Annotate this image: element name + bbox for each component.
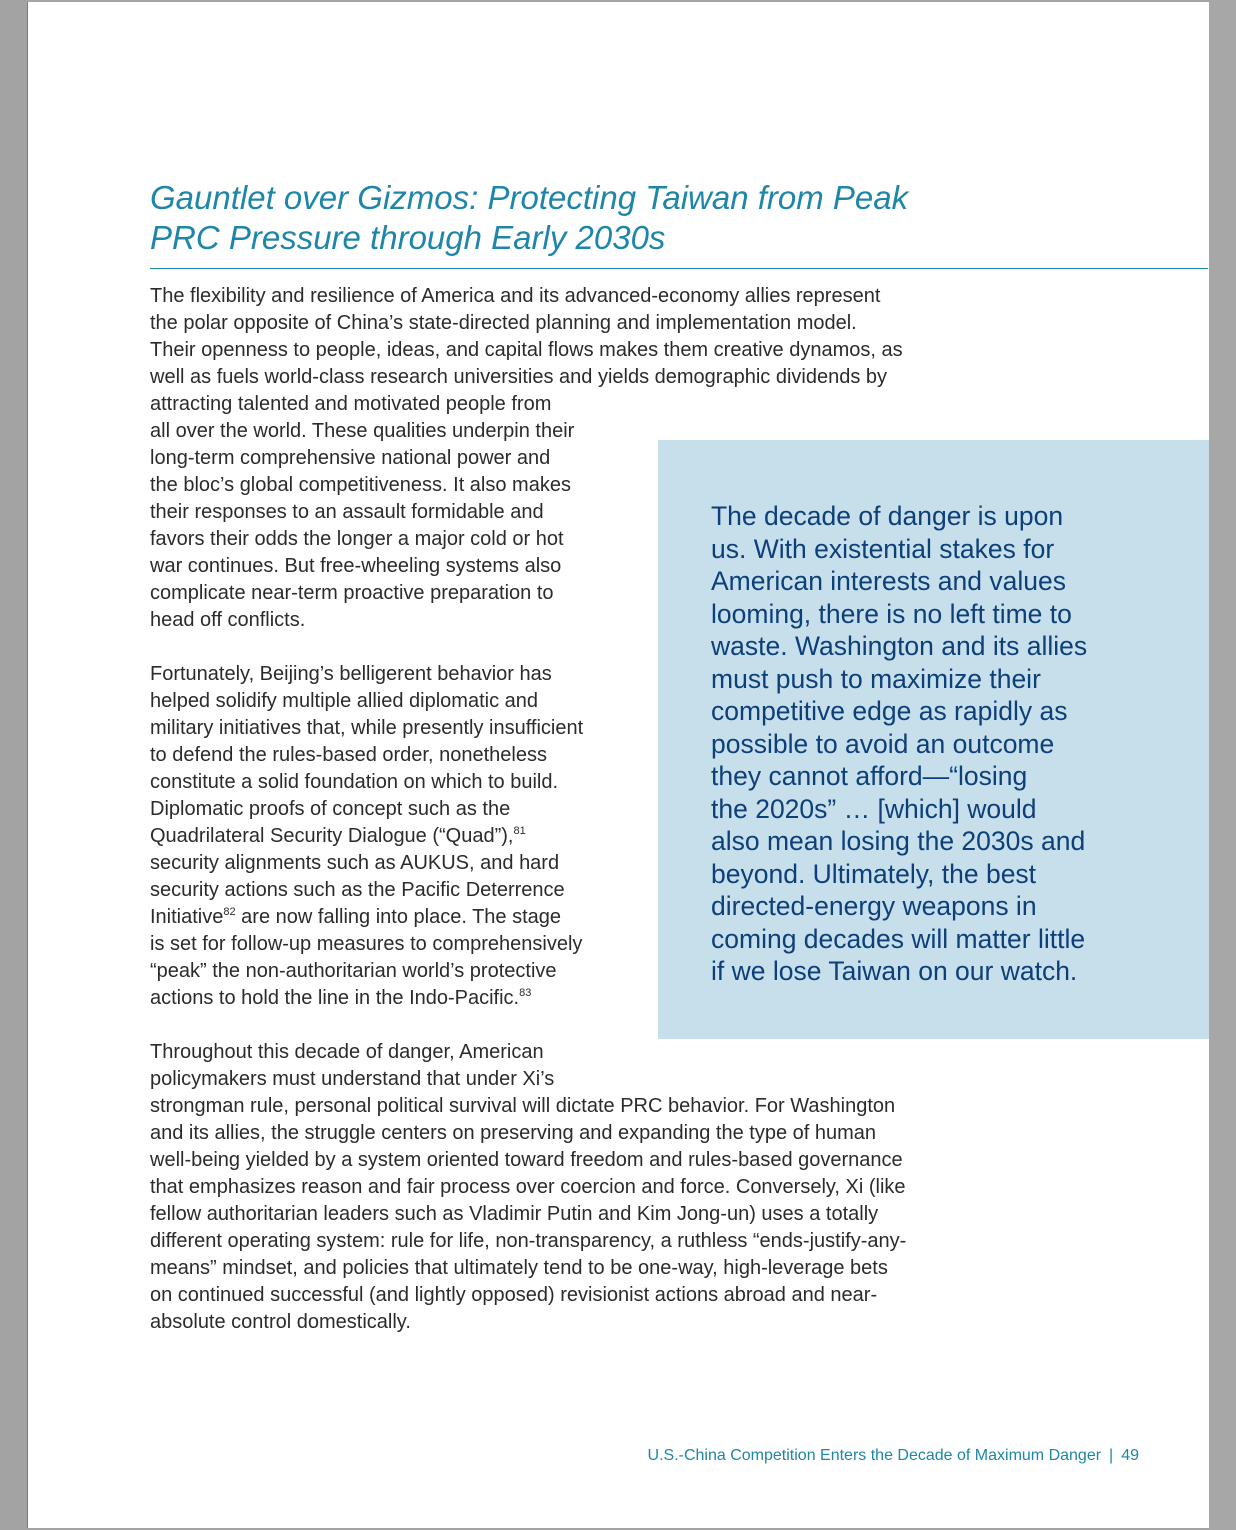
paragraph-line: complicate near-term proactive preparation to	[150, 582, 554, 604]
line-text: Quadrilateral Security Dialogue (“Quad”),	[150, 825, 514, 847]
line-text: are now falling into place. The stage	[235, 906, 562, 928]
pull-quote-line: looming, there is no left time to	[711, 598, 1072, 629]
endnote-82[interactable]: 82	[223, 906, 236, 918]
paragraph-line: well as fuels world-class research universities and yields demographic dividends by	[150, 366, 888, 388]
paragraph-line: favors their odds the longer a major cold or hot	[150, 528, 564, 550]
running-title: U.S.-China Competition Enters the Decade of Maximum Danger	[647, 1447, 1102, 1464]
paragraph-line: “peak” the non-authoritarian world’s protective	[150, 960, 557, 982]
pull-quote-line: the 2020s” … [which] would	[711, 793, 1037, 824]
paragraph-line: and its allies, the struggle centers on preserving and expanding the type of human	[150, 1122, 877, 1144]
paragraph-line: means” mindset, and policies that ultimately tend to be one-way, high-leverage bets	[150, 1257, 888, 1279]
paragraph-line: on continued successful (and lightly opposed) revisionist actions abroad and near-	[150, 1284, 878, 1306]
pull-quote-line: directed-energy weapons in	[711, 891, 1037, 921]
section-title-line-2: PRC Pressure through Early 2030s	[150, 219, 666, 256]
paragraph-line: Their openness to people, ideas, and capital flows makes them creative dynamos, as	[150, 339, 903, 361]
paragraph-line: all over the world. These qualities underpin their	[150, 420, 575, 442]
paragraph-line: different operating system: rule for life, non-transparency, a ruthless “ends-justify-any-	[150, 1230, 907, 1252]
endnote-81[interactable]: 81	[513, 825, 526, 837]
paragraph-line: to defend the rules-based order, nonetheless	[150, 744, 547, 766]
pull-quote-box	[658, 440, 1209, 1039]
line-text: actions to hold the line in the Indo-Pacific.	[150, 987, 520, 1009]
pull-quote-line: us. With existential stakes for	[711, 533, 1055, 564]
paragraph-line: security alignments such as AUKUS, and hard	[150, 852, 560, 874]
paragraph-line: war continues. But free-wheeling systems also	[150, 555, 562, 577]
pull-quote-line: must push to maximize their	[711, 663, 1041, 694]
paragraph-line	[150, 904, 583, 931]
paragraph-line: is set for follow-up measures to comprehensively	[150, 933, 583, 955]
paragraph-line: military initiatives that, while presently insufficient	[150, 717, 584, 739]
paragraph-line	[150, 823, 583, 850]
paragraph-2	[150, 661, 583, 1012]
paragraph-line	[150, 985, 583, 1012]
paragraph-line: the bloc’s global competitiveness. It also makes	[150, 474, 571, 496]
footer-separator: |	[1109, 1447, 1114, 1464]
paragraph-line: Diplomatic proofs of concept such as the	[150, 798, 511, 820]
paragraph-line: helped solidify multiple allied diplomatic and	[150, 690, 538, 712]
page-number: 49	[1121, 1447, 1139, 1464]
pull-quote-line: The decade of danger is upon	[711, 501, 1064, 531]
pull-quote	[711, 500, 1087, 988]
paragraph-line: attracting talented and motivated people from	[150, 393, 552, 415]
section-title-line-1: Gauntlet over Gizmos: Protecting Taiwan from Peak	[150, 179, 909, 216]
paragraph-line: the polar opposite of China’s state-directed planning and implementation model.	[150, 312, 857, 334]
endnote-83[interactable]: 83	[519, 987, 532, 999]
pull-quote-line: they cannot afford—“losing	[711, 761, 1028, 791]
pull-quote-line: possible to avoid an outcome	[711, 728, 1055, 759]
paragraph-line: long-term comprehensive national power and	[150, 447, 551, 469]
paragraph-3	[150, 1039, 906, 1336]
paragraph-line: head off conflicts.	[150, 609, 306, 631]
pull-quote-line: waste. Washington and its allies	[711, 631, 1088, 661]
paragraph-line: The flexibility and resilience of America and its advanced-economy allies represent	[150, 285, 881, 307]
paragraph-line: Fortunately, Beijing’s belligerent behavior has	[150, 663, 552, 685]
paragraph-line: well-being yielded by a system oriented toward freedom and rules-based governance	[150, 1149, 903, 1171]
pull-quote-line: if we lose Taiwan on our watch.	[711, 956, 1078, 986]
pull-quote-line: competitive edge as rapidly as	[711, 696, 1068, 726]
paragraph-line: their responses to an assault formidable and	[150, 501, 544, 523]
pull-quote-line: coming decades will matter little	[711, 923, 1086, 954]
pull-quote-line: also mean losing the 2030s and	[711, 826, 1086, 856]
viewer-scrollbar[interactable]	[1209, 0, 1236, 1530]
paragraph-line: absolute control domestically.	[150, 1311, 411, 1333]
paragraph-line: policymakers must understand that under Xi’s	[150, 1068, 555, 1090]
paragraph-line: Throughout this decade of danger, American	[150, 1041, 544, 1063]
paragraph-line: security actions such as the Pacific Deterrence	[150, 879, 565, 901]
line-text: Initiative	[150, 906, 224, 928]
viewer-left-margin	[0, 0, 27, 1530]
paragraph-line: strongman rule, personal political survival will dictate PRC behavior. For Washington	[150, 1095, 896, 1117]
paragraph-line: that emphasizes reason and fair process over coercion and force. Conversely, Xi (like	[150, 1176, 906, 1198]
title-divider	[150, 268, 1208, 269]
paragraph-line: fellow authoritarian leaders such as Vladimir Putin and Kim Jong-un) uses a totally	[150, 1203, 879, 1225]
pull-quote-line: beyond. Ultimately, the best	[711, 858, 1037, 889]
section-title	[150, 178, 1050, 258]
pull-quote-line: American interests and values	[711, 566, 1066, 596]
page-footer	[648, 1446, 1139, 1466]
paragraph-line: constitute a solid foundation on which to build.	[150, 771, 559, 793]
